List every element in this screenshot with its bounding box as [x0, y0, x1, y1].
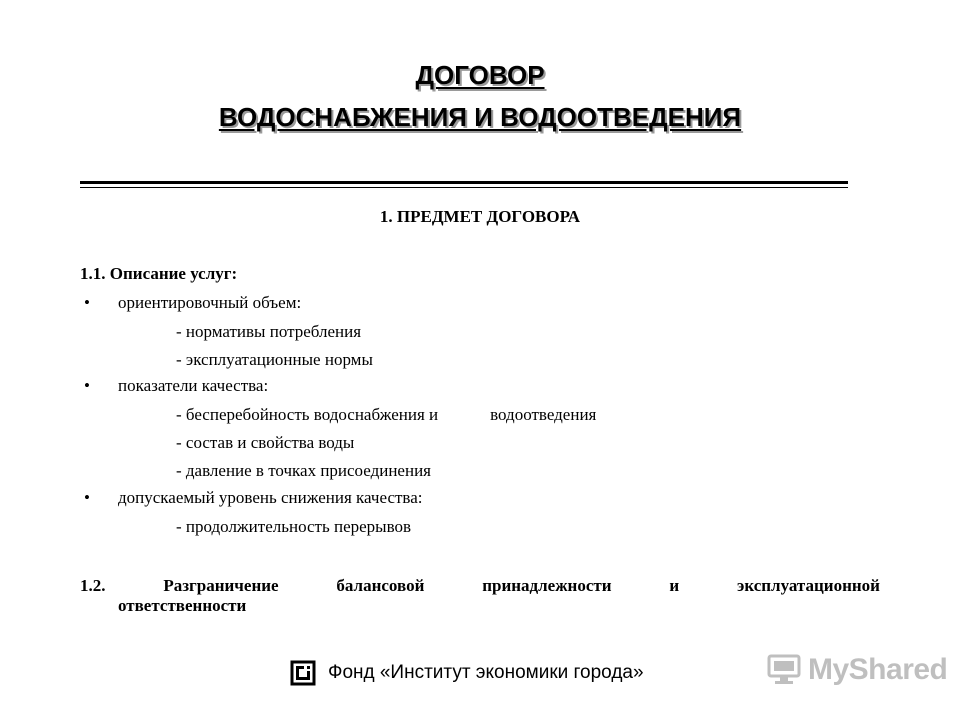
detail-item: - состав и свойства воды — [176, 433, 355, 452]
bullet-item — [84, 293, 301, 313]
watermark — [766, 652, 947, 688]
heading-word: эксплуатационной — [737, 576, 880, 595]
detail-item: - продолжительность перерывов — [176, 517, 412, 536]
bullet-text: допускаемый уровень снижения качества: — [118, 488, 423, 507]
footer — [290, 658, 644, 688]
watermark-text: MyShared — [808, 653, 948, 686]
heading-line2: ответственности — [118, 596, 247, 615]
heading-word: принадлежности — [482, 576, 612, 595]
divider-thick — [80, 181, 848, 184]
bullet-text: ориентировочный объем: — [118, 293, 302, 312]
document-title-line1: ДОГОВОР — [415, 60, 545, 90]
detail-item: - нормативы потребления — [176, 322, 362, 341]
document-title-line2: ВОДОСНАБЖЕНИЯ И ВОДООТВЕДЕНИЯ — [218, 102, 742, 132]
section-heading: 1. ПРЕДМЕТ ДОГОВОРА — [379, 207, 581, 226]
institute-logo-icon — [290, 660, 316, 686]
bullet-icon: • — [84, 488, 90, 507]
detail-item — [176, 405, 596, 425]
divider-thin — [80, 187, 848, 188]
detail-item: - эксплуатационные нормы — [176, 350, 373, 369]
bullet-icon: • — [84, 293, 90, 312]
heading-word: Разграничение — [163, 576, 279, 595]
detail-text: - бесперебойность водоснабжения и — [176, 405, 439, 424]
bullet-item — [84, 488, 423, 508]
detail-item: - давление в точках присоединения — [176, 461, 431, 480]
heading-word: и — [669, 576, 680, 595]
bullet-item — [84, 376, 268, 396]
heading-word: 1.2. — [80, 576, 106, 595]
detail-text-extra: водоотведения — [490, 405, 597, 424]
heading-word: балансовой — [336, 576, 425, 595]
subsection-1-2-heading — [80, 576, 880, 616]
bullet-text: показатели качества: — [118, 376, 269, 395]
subsection-1-1-heading: 1.1. Описание услуг: — [80, 264, 238, 283]
monitor-icon — [766, 652, 802, 688]
bullet-icon: • — [84, 376, 90, 395]
footer-org-name: Фонд «Институт экономики города» — [328, 662, 644, 683]
